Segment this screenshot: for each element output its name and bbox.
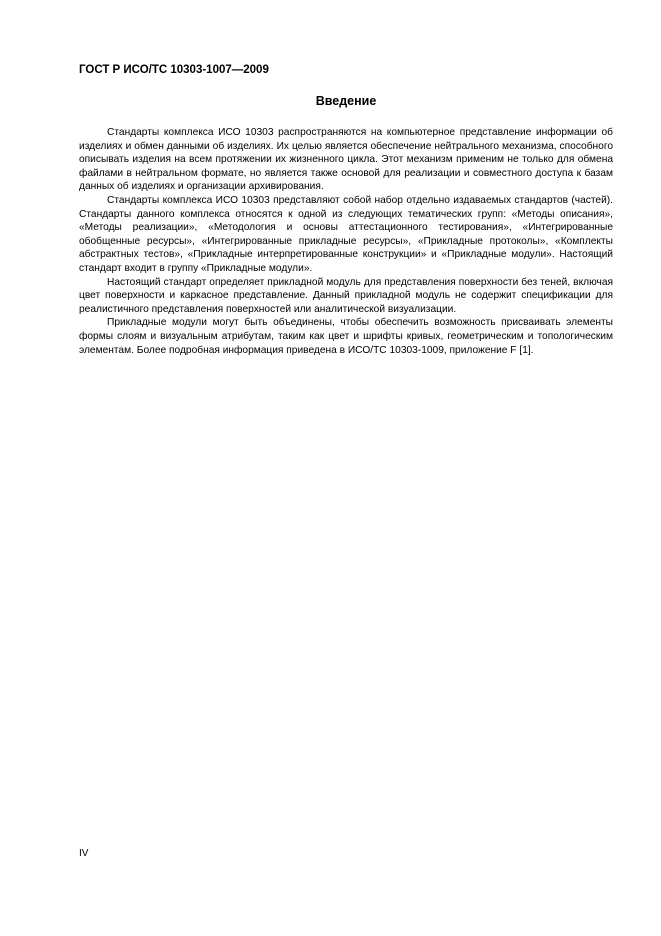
introduction-body — [79, 126, 613, 357]
page-number: IV — [79, 848, 89, 859]
paragraph: Стандарты комплекса ИСО 10303 распространяются на компьютерное представление информации об изделиях и обмен данными об изделиях. Их целью является обеспечение нейтрального механизма, способного описывать изделия на всем протяжении их жизненного цикла. Этот механизм применим не только для обмена файлами в нейтральном формате, но является также основой для реализации и совместного доступа к базам данных об изделиях и организации архивирования. — [79, 127, 613, 193]
document-code: ГОСТ Р ИСО/ТС 10303-1007—2009 — [79, 64, 269, 76]
section-title: Введение — [315, 94, 377, 108]
paragraph: Прикладные модули могут быть объединены, чтобы обеспечить возможность присваивать элементы формы слоям и визуальным атрибутам, таким как цвет и шрифты кривых, геометрическим и топологическим элементам. Более подробная информация приведена в ИСО/ТС 10303-1009, приложение F [1]. — [79, 317, 613, 356]
paragraph: Настоящий стандарт определяет прикладной модуль для представления поверхности без теней, включая цвет поверхности и каркасное представление. Данный прикладной модуль не содержит спецификации для реалистичного представления поверхностей или аналитической визуализации. — [79, 276, 613, 315]
paragraph: Стандарты комплекса ИСО 10303 представляют собой набор отдельно издаваемых стандартов (частей). Стандарты данного комплекса относятся к одной из следующих тематических групп: «Методы описания», «Методы реализации», «Методология и основы аттестационного тестирования», «Интегрированные обобщенные ресурсы», «Интегрированные прикладные ресурсы», «Прикладные протоколы», «Комплекты абстрактных тестов», «Прикладные интерпретированные конструкции» и «Прикладные модули». Настоящий стандарт входит в группу «Прикладные модули». — [79, 194, 613, 274]
